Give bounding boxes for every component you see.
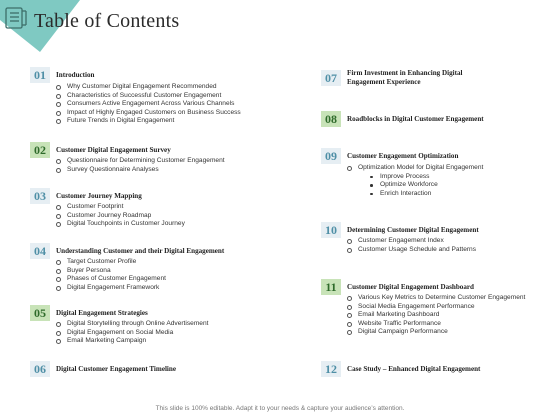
list-item: Email Marketing Campaign [56,337,208,346]
list-item: Future Trends in Digital Engagement [56,117,241,126]
footer-note: This slide is 100% editable. Adapt it to your needs & capture your audience’s attention. [155,405,405,412]
list-item: Target Customer Profile [56,258,166,267]
section-heading: Firm Investment in Enhancing Digital Engagement Experience [347,69,463,86]
list-item: Various Key Metrics to Determine Customer Engagement [347,294,525,303]
list-item: Consumers Active Engagement Across Various Channels [56,100,241,109]
list-item: Email Marketing Dashboard [347,311,525,320]
list-item: Digital Storytelling through Online Advertisement [56,320,208,329]
list-item: Digital Engagement on Social Media [56,329,208,338]
section-number: 01 [30,67,50,83]
list-item: Social Media Engagement Performance [347,303,525,312]
list-item: Customer Journey Roadmap [56,212,185,221]
section-heading: Determining Customer Digital Engagement [347,226,479,234]
list-item: Digital Engagement Framework [56,284,166,293]
section-heading: Digital Customer Engagement Timeline [56,365,176,373]
sub-list-item: Enrich Interaction [358,190,483,199]
section-number: 03 [30,188,50,204]
list-item: Survey Questionnaire Analyses [56,166,225,175]
section-heading: Introduction [56,71,95,79]
sub-list-item: Optimize Workforce [358,181,483,190]
section-number: 12 [321,361,341,377]
list-item: Optimization Model for Digital Engagement Improve Process Optimize Workforce Enrich Interaction [347,164,483,198]
section-heading: Roadblocks in Digital Customer Engagement [347,115,484,123]
page-title: Table of Contents [34,10,180,32]
list-item: Customer Engagement Index [347,237,476,246]
section-heading: Customer Digital Engagement Dashboard [347,283,474,291]
section-heading: Case Study – Enhanced Digital Engagement [347,365,481,373]
section-number: 04 [30,243,50,259]
list-item: Phases of Customer Engagement [56,275,166,284]
list-item: Why Customer Digital Engagement Recommended [56,83,241,92]
sub-list-item: Improve Process [358,173,483,182]
section-heading: Customer Journey Mapping [56,192,142,200]
list-item: Digital Campaign Performance [347,328,525,337]
section-number: 05 [30,305,50,321]
section-heading: Customer Engagement Optimization [347,152,459,160]
list-item: Questionnaire for Determining Customer Engagement [56,157,225,166]
section-heading: Customer Digital Engagement Survey [56,146,171,154]
section-heading: Digital Engagement Strategies [56,309,148,317]
section-number: 10 [321,222,341,238]
section-heading: Understanding Customer and their Digital Engagement [56,247,225,255]
section-number: 06 [30,361,50,377]
list-item: Characteristics of Successful Customer Engagement [56,92,241,101]
section-number: 09 [321,148,341,164]
list-item: Customer Usage Schedule and Patterns [347,246,476,255]
list-item: Website Traffic Performance [347,320,525,329]
section-number: 08 [321,111,341,127]
section-number: 07 [321,70,341,86]
list-item: Customer Footprint [56,203,185,212]
section-number: 02 [30,142,50,158]
section-number: 11 [321,279,341,295]
list-item: Impact of Highly Engaged Customers on Business Success [56,109,241,118]
list-item: Buyer Persona [56,267,166,276]
list-item: Digital Touchpoints in Customer Journey [56,220,185,229]
